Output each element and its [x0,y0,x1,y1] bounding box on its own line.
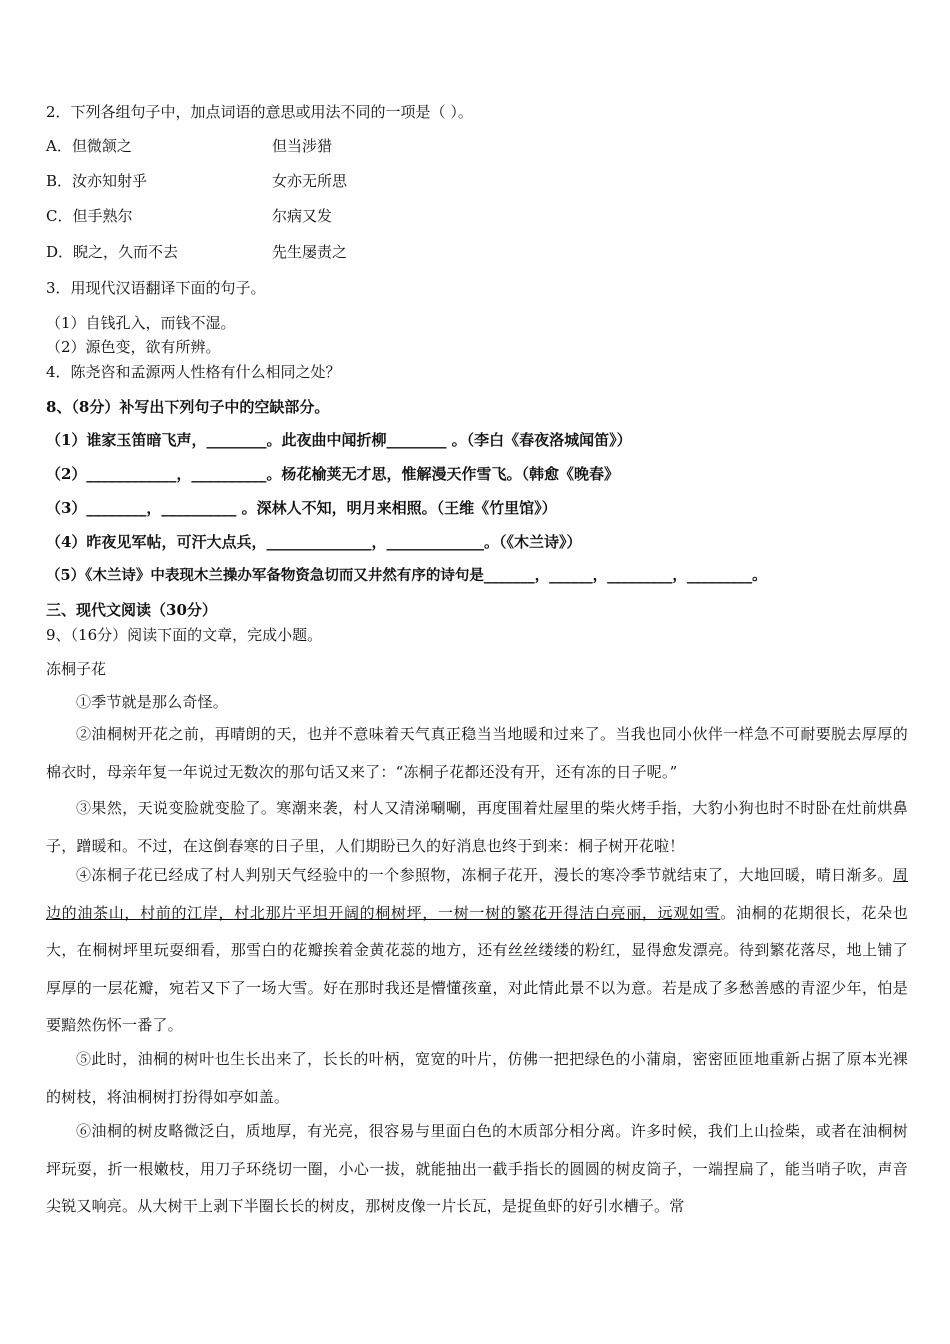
article-paragraph-2: ②油桐树开花之前，再晴朗的天，也并不意味着天气真正稳当当地暖和过来了。当我也同小伙伴一样急不可耐要脱去厚厚的棉衣时，母亲年复一年说过无数次的那句话又来了：“冻桐子花都还没有开，还有冻的日子呢。” [46,725,908,781]
q2-stem: 2．下列各组句子中，加点词语的意思或用法不同的一项是（ ）。 [46,103,473,121]
option-a-left: A．但微颔之 [46,137,132,155]
article-paragraph-5: ⑤此时，油桐的树叶也生长出来了，长长的叶柄，宽宽的叶片，仿佛一把把绿色的小蒲扇，密密匝匝地重新占据了原本光裸的树枝，将油桐树打扮得如亭如盖。 [46,1050,908,1106]
q3-stem: 3．用现代汉语翻译下面的句子。 [46,279,266,297]
q3-item-1: （1）自钱孔入，而钱不湿。 [46,314,236,332]
article-paragraph-4 [46,857,908,1045]
q8-item-5: （5）《木兰诗》中表现木兰操办军备物资急切而又井然有序的诗句是_______，______，_________，_________。 [46,567,767,584]
article-paragraph-1: ①季节就是那么奇怪。 [76,693,229,711]
q9-stem: 9、（16分）阅读下面的文章，完成小题。 [46,626,323,644]
q8-item-4: （4）昨夜见军帖，可汗大点兵，______________，_____________。（《木兰诗》） [46,533,582,551]
section-heading: 三、现代文阅读（30分） [46,601,217,619]
q8-item-2: （2）____________，__________。杨花榆荚无才思，惟解漫天作雪飞。（韩愈《晚春》 [46,465,619,483]
option-c-right: 尔病又发 [272,207,333,225]
option-c-left: C．但手熟尔 [46,207,133,225]
q2-option-a [46,136,333,156]
p4-text-before: ④冻桐子花已经成了村人判别天气经验中的一个参照物，冻桐子花开，漫长的寒冷季节就结束了，大地回暖，晴日渐多。 [76,866,893,884]
article-title: 冻桐子花 [46,660,107,678]
q4-stem: 4．陈尧咨和孟源两人性格有什么相同之处？ [46,363,341,381]
q3-item-2: （2）源色变，欲有所辨。 [46,338,221,356]
q2-option-b [46,171,348,191]
option-b-left: B．汝亦知射乎 [46,172,148,190]
q2-option-c [46,206,333,226]
p4-underlined-sentence: 周边的油茶山，村前的江岸，村北那片平坦开阔的桐树坪，一树一树的繁花开得洁白亮丽，远观如雪 [46,866,908,922]
option-d-left: D．睨之，久而不去 [46,243,179,261]
q8-stem: 8、（8分）补写出下列句子中的空缺部分。 [46,398,330,416]
q8-item-3: （3）________，__________ 。深林人不知，明月来相照。（王维《竹里馆》） [46,499,557,517]
q8-item-1: （1）谁家玉笛暗飞声，________。此夜曲中闻折柳________ 。（李白《春夜洛城闻笛》） [46,431,632,449]
article-paragraph-3: ③果然，天说变脸就变脸了。寒潮来袭，村人又清涕唰唰，再度围着灶屋里的柴火烤手指，大豹小狗也时不时卧在灶前烘鼻子，蹭暖和。不过，在这倒春寒的日子里，人们期盼已久的好消息也终于到来：桐子树开花啦！ [46,799,908,855]
q2-option-d [46,242,348,262]
article-paragraph-6: ⑥油桐的树皮略微泛白，质地厚，有光亮，很容易与里面白色的木质部分相分离。许多时候，我们上山捡柴，或者在油桐树坪玩耍，折一根嫩枝，用刀子环绕切一圈，小心一拔，就能抽出一截手指长的圆圆的树皮筒子，一端捏扁了，能当哨子吹，声音尖锐又响亮。从大树干上剥下半圈长长的树皮，那树皮像一片长瓦，是捉鱼虾的好引水槽子。常 [46,1122,908,1215]
p4-text-after: 。油桐的花期很长，花朵也大，在桐树坪里玩耍细看，那雪白的花瓣挨着金黄花蕊的地方，还有丝丝缕缕的粉红，显得愈发漂亮。待到繁花落尽，地上铺了厚厚的一层花瓣，宛若又下了一场大雪。好在那时我还是懵懂孩童，对此情此景不以为意。若是成了多愁善感的青涩少年，怕是要黯然伤怀一番了。 [46,903,908,1034]
option-d-right: 先生屡责之 [272,243,348,261]
option-b-right: 女亦无所思 [272,172,348,190]
option-a-right: 但当涉猎 [272,137,333,155]
